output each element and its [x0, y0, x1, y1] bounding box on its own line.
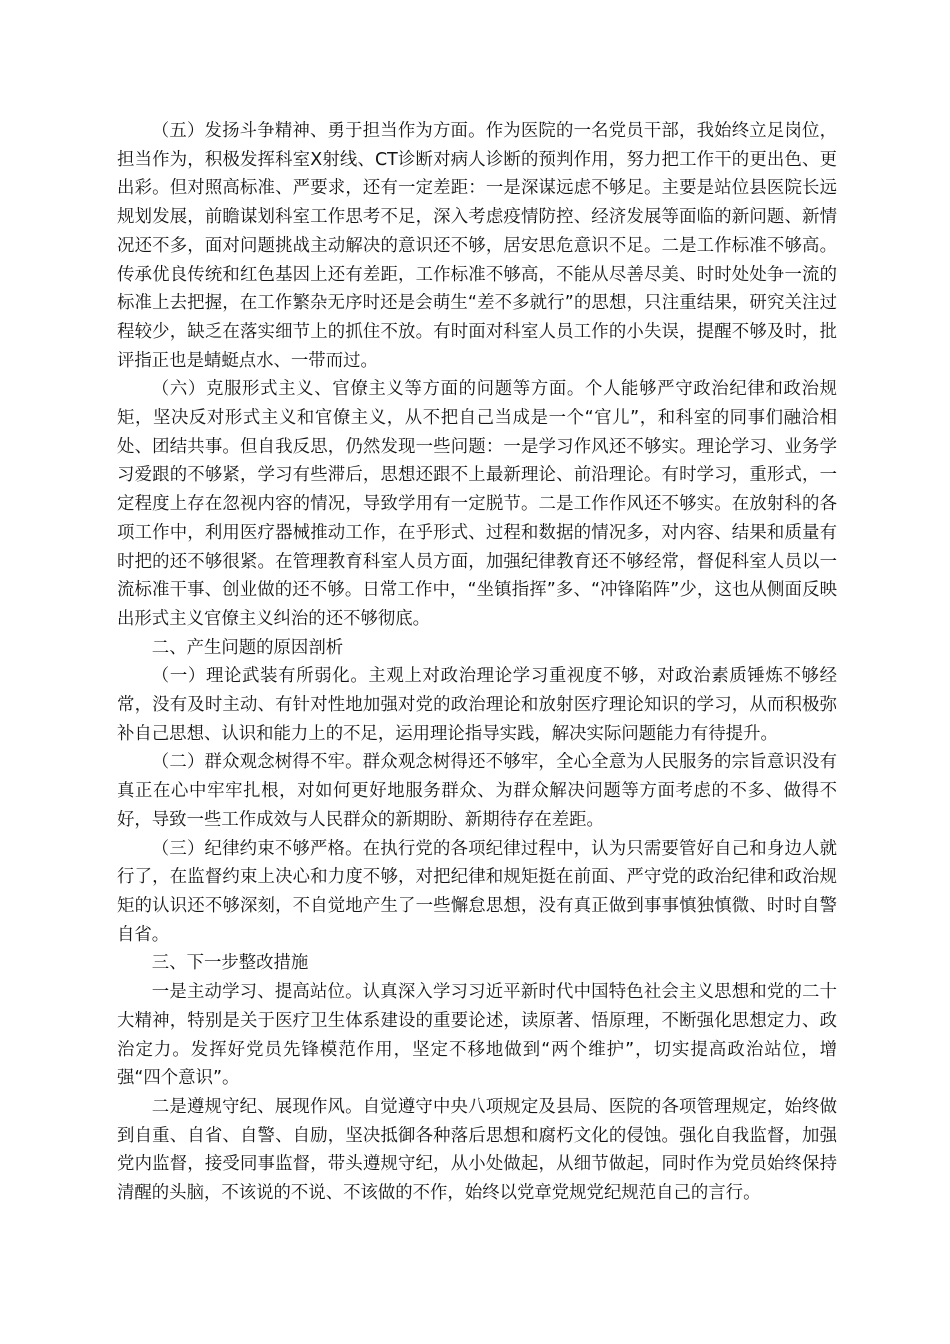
document-page [117, 117, 837, 1208]
paragraph-step-two: 二是遵规守纪、展现作风。自觉遵守中央八项规定及县局、医院的各项管理规定，始终做到自重、自省、自警、自励，坚决抵御各种落后思想和腐朽文化的侵蚀。强化自我监督，加强党内监督，接受同事监督，带头遵规守纪，从小处做起，从细节做起，同时作为党员始终保持清醒的头脑，不该说的不说、不该做的不作，始终以党章党规党纪规范自己的言行。 [117, 1096, 837, 1204]
paragraph-section-five: （五）发扬斗争精神、勇于担当作为方面。作为医院的一名党员干部，我始终立足岗位，担当作为，积极发挥科室X射线、CT诊断对病人诊断的预判作用，努力把工作干的更出色、更出彩。但对照高标准、严要求，还有一定差距：一是深谋远虑不够足。主要是站位县医院长远规划发展，前瞻谋划科室工作思考不足，深入考虑疫情防控、经济发展等面临的新问题、新情况还不多，面对问题挑战主动解决的意识还不够，居安思危意识不足。二是工作标准不够高。传承优良传统和红色基因上还有差距，工作标准不够高，不能从尽善尽美、时时处处争一流的标准上去把握，在工作繁杂无序时还是会萌生“差不多就行”的思想，只注重结果，研究关注过程较少，缺乏在落实细节上的抓住不放。有时面对科室人员工作的小失误，提醒不够及时，批评指正也是蜻蜓点水、一带而过。 [117, 121, 837, 371]
heading-cause-analysis: 二、产生问题的原因剖析 [151, 637, 344, 658]
heading-next-steps: 三、下一步整改措施 [151, 953, 309, 974]
paragraph-cause-three: （三）纪律约束不够严格。在执行党的各项纪律过程中，认为只需要管好自己和身边人就行了，在监督约束上决心和力度不够，对把纪律和规矩挺在前面、严守党的政治纪律和政治规矩的认识还不够深刻，不自觉地产生了一些懈怠思想，没有真正做到事事慎独慎微、时时自警自省。 [117, 838, 837, 945]
paragraph-step-one: 一是主动学习、提高站位。认真深入学习习近平新时代中国特色社会主义思想和党的二十大精神，特别是关于医疗卫生体系建设的重要论述，读原著、悟原理，不断强化思想定力、政治定力。发挥好党员先锋模范作用，坚定不移地做到“两个维护”，切实提高政治站位，增强“四个意识”。 [117, 982, 837, 1089]
paragraph-cause-two: （二）群众观念树得不牢。群众观念树得还不够牢，全心全意为人民服务的宗旨意识没有真正在心中牢牢扎根，对如何更好地服务群众、为群众解决问题等方面考虑的不多、做得不好，导致一些工作成效与人民群众的新期盼、新期待存在差距。 [117, 752, 837, 830]
paragraph-section-six: （六）克服形式主义、官僚主义等方面的问题等方面。个人能够严守政治纪律和政治规矩，坚决反对形式主义和官僚主义，从不把自己当成是一个“官儿”，和科室的同事们融洽相处、团结共事。但自我反思，仍然发现一些问题：一是学习作风还不够实。理论学习、业务学习爱跟的不够紧，学习有些滞后，思想还跟不上最新理论、前沿理论。有时学习，重形式，一定程度上存在忽视内容的情况，导致学用有一定脱节。二是工作作风还不够实。在放射科的各项工作中，利用医疗器械推动工作，在乎形式、过程和数据的情况多，对内容、结果和质量有时把的还不够很紧。在管理教育科室人员方面，加强纪律教育还不够经常，督促科室人员以一流标准干事、创业做的还不够。日常工作中，“坐镇指挥”多、“冲锋陷阵”少，这也从侧面反映出形式主义官僚主义纠治的还不够彻底。 [117, 379, 837, 629]
paragraph-cause-one: （一）理论武装有所弱化。主观上对政治理论学习重视度不够，对政治素质锤炼不够经常，没有及时主动、有针对性地加强对党的政治理论和放射医疗理论知识的学习，从而积极弥补自己思想、认识和能力上的不足，运用理论指导实践，解决实际问题能力有待提升。 [117, 666, 837, 744]
